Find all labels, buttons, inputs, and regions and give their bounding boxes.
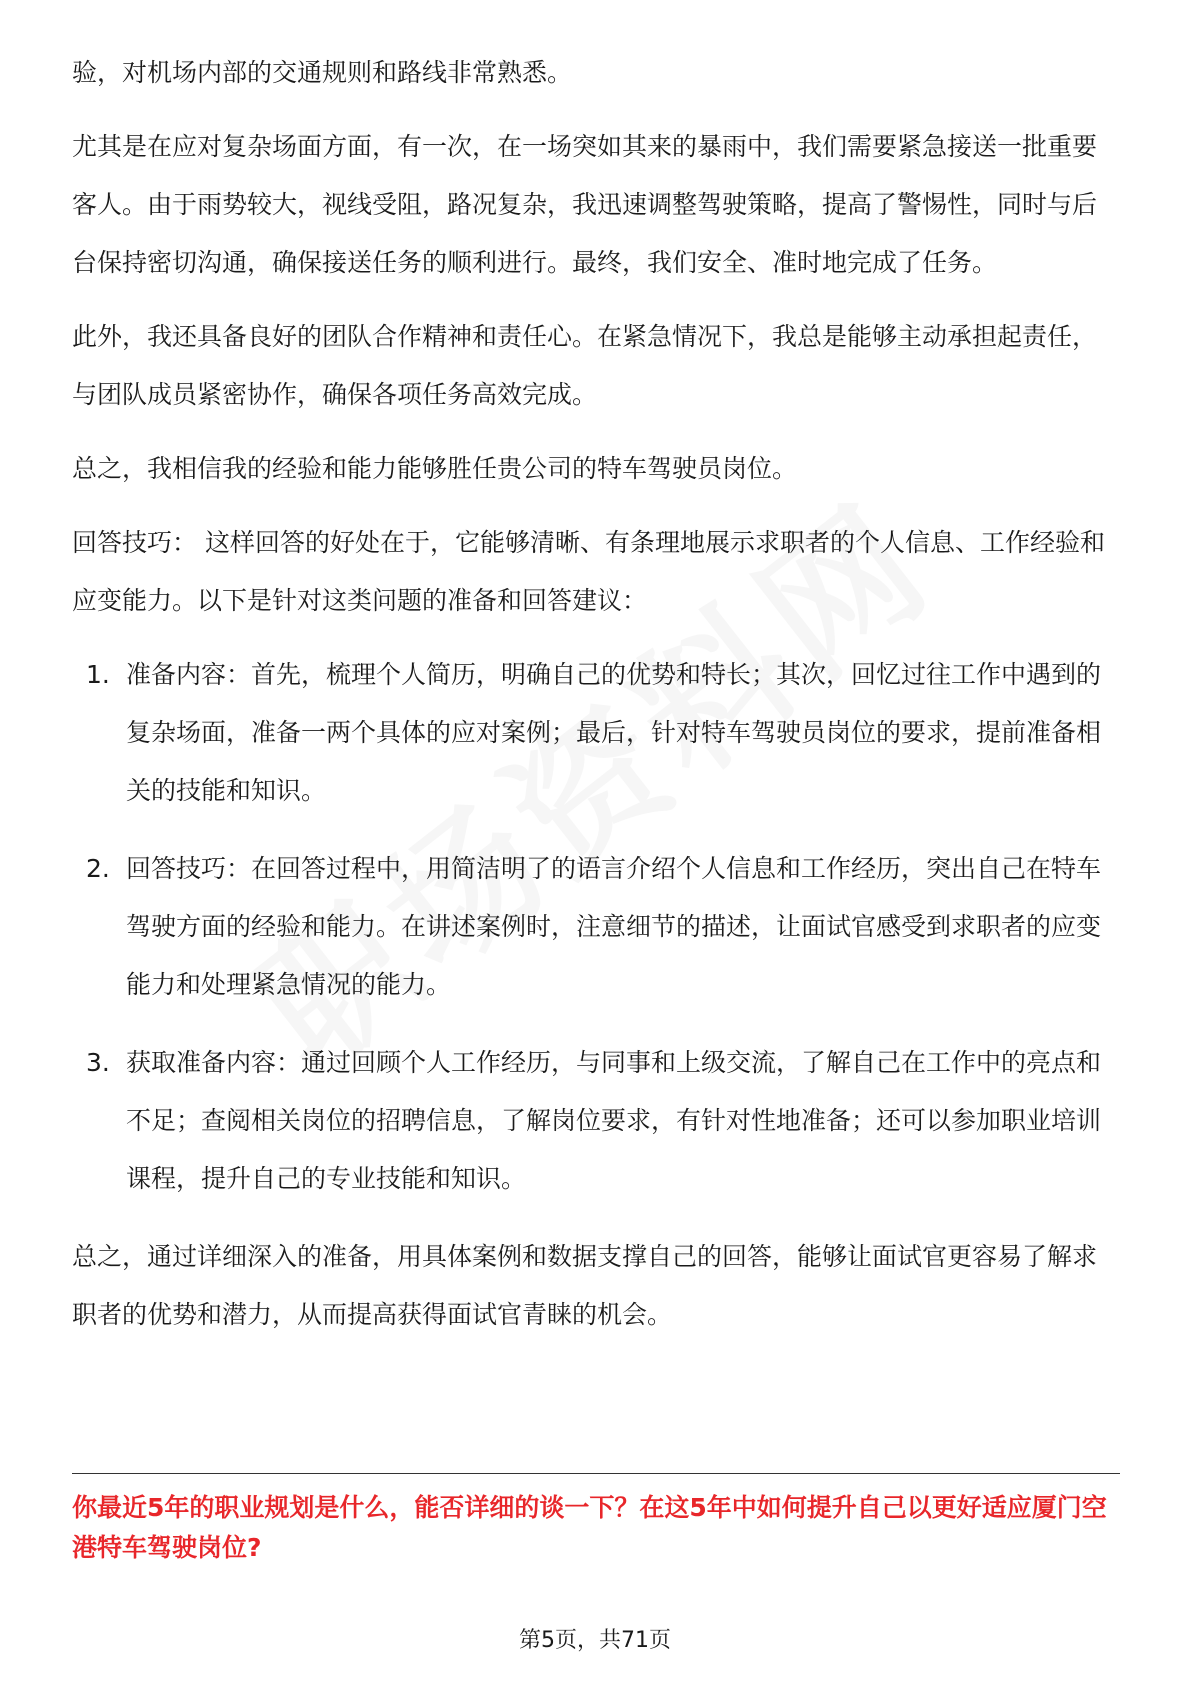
paragraph-2: 尤其是在应对复杂场面方面，有一次，在一场突如其来的暴雨中，我们需要紧急接送一批重要客人。由于雨势较大，视线受阻，路况复杂，我迅速调整驾驶策略，提高了警惕性，同时与后台保持密切沟通，确保接送任务的顺利进行。最终，我们安全、准时地完成了任务。 <box>72 132 1098 277</box>
list-item-text: 准备内容：首先，梳理个人简历，明确自己的优势和特长；其次，回忆过往工作中遇到的复杂场面，准备一两个具体的应对案例；最后，针对特车驾驶员岗位的要求，提前准备相关的技能和知识。 <box>126 660 1102 805</box>
list-number: 2. <box>86 854 110 883</box>
paragraph-3: 此外，我还具备良好的团队合作精神和责任心。在紧急情况下，我总是能够主动承担起责任，与团队成员紧密协作，确保各项任务高效完成。 <box>72 322 1098 409</box>
answer-tips-paragraph: 回答技巧： 这样回答的好处在于，它能够清晰、有条理地展示求职者的个人信息、工作经验和应变能力。以下是针对这类问题的准备和回答建议： <box>72 528 1105 615</box>
list-item <box>72 646 1120 820</box>
section-divider <box>72 1473 1120 1474</box>
list-item-text: 回答技巧：在回答过程中，用简洁明了的语言介绍个人信息和工作经历，突出自己在特车驾驶方面的经验和能力。在讲述案例时，注意细节的描述，让面试官感受到求职者的应变能力和处理紧急情况的能力。 <box>126 854 1102 999</box>
list-number: 3. <box>86 1048 110 1077</box>
tips-list <box>72 646 1120 1208</box>
page-indicator: 第5页，共71页 <box>519 1628 671 1653</box>
paragraph-1: 验，对机场内部的交通规则和路线非常熟悉。 <box>72 58 573 87</box>
list-item <box>72 1034 1120 1208</box>
paragraph-4: 总之，我相信我的经验和能力能够胜任贵公司的特车驾驶员岗位。 <box>72 454 798 483</box>
document-body <box>72 44 1120 1344</box>
closing-paragraph: 总之，通过详细深入的准备，用具体案例和数据支撑自己的回答，能够让面试官更容易了解求职者的优势和潜力，从而提高获得面试官青睐的机会。 <box>72 1242 1098 1329</box>
list-item-text: 获取准备内容：通过回顾个人工作经历，与同事和上级交流，了解自己在工作中的亮点和不足；查阅相关岗位的招聘信息，了解岗位要求，有针对性地准备；还可以参加职业培训课程，提升自己的专业技能和知识。 <box>126 1048 1102 1193</box>
list-item <box>72 840 1120 1014</box>
next-question-heading: 你最近5年的职业规划是什么，能否详细的谈一下？在这5年中如何提升自己以更好适应厦门空港特车驾驶岗位? <box>72 1493 1107 1562</box>
list-number: 1. <box>86 660 110 689</box>
